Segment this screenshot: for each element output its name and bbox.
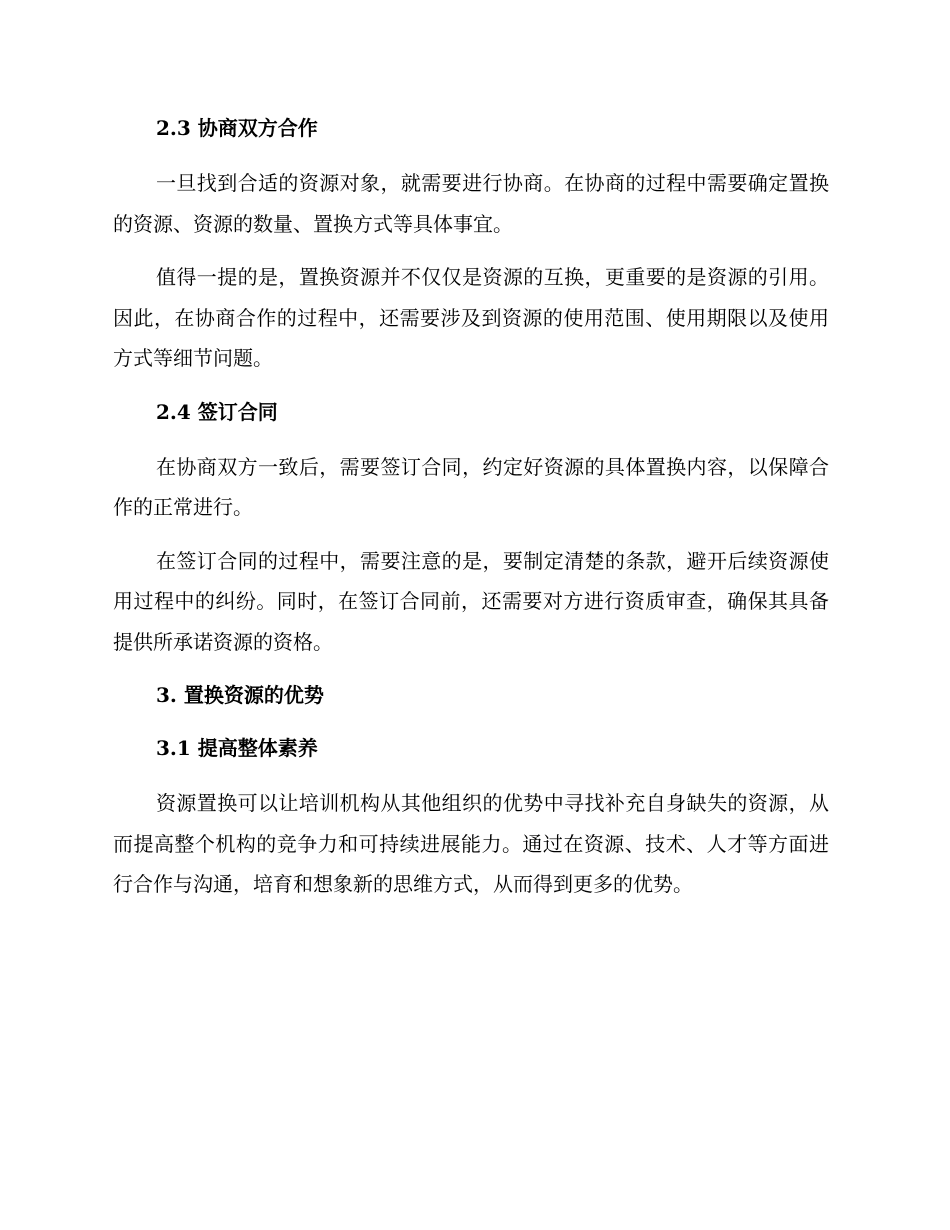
paragraph-advantages: 资源置换可以让培训机构从其他组织的优势中寻找补充自身缺失的资源，从而提高整个机构的竞争力和可持续进展能力。通过在资源、技术、人才等方面进行合作与沟通，培育和想象新的思维方式，从而得到更多的优势。: [113, 791, 829, 896]
paragraph-contract-notes: 在签订合同的过程中，需要注意的是，要制定清楚的条款，避开后续资源使用过程中的纠纷。同时，在签订合同前，还需要对方进行资质审查，确保其具备提供所承诺资源的资格。: [113, 548, 829, 654]
section-heading-2-3: 2.3 协商双方合作: [156, 116, 318, 140]
paragraph-sign-contract: 在协商双方一致后，需要签订合同，约定好资源的具体置换内容，以保障合作的正常进行。: [113, 454, 829, 519]
section-heading-3-1: 3.1 提高整体素养: [156, 736, 318, 760]
paragraph-negotiate: 一旦找到合适的资源对象，就需要进行协商。在协商的过程中需要确定置换的资源、资源的数量、置换方式等具体事宜。: [113, 171, 829, 236]
section-heading-2-4: 2.4 签订合同: [156, 399, 278, 424]
section-heading-3: 3. 置换资源的优势: [156, 683, 324, 707]
document-body: [113, 108, 829, 905]
paragraph-resource-usage: 值得一提的是，置换资源并不仅仅是资源的互换，更重要的是资源的引用。因此，在协商合作的过程中，还需要涉及到资源的使用范围、使用期限以及使用方式等细节问题。: [113, 265, 829, 370]
